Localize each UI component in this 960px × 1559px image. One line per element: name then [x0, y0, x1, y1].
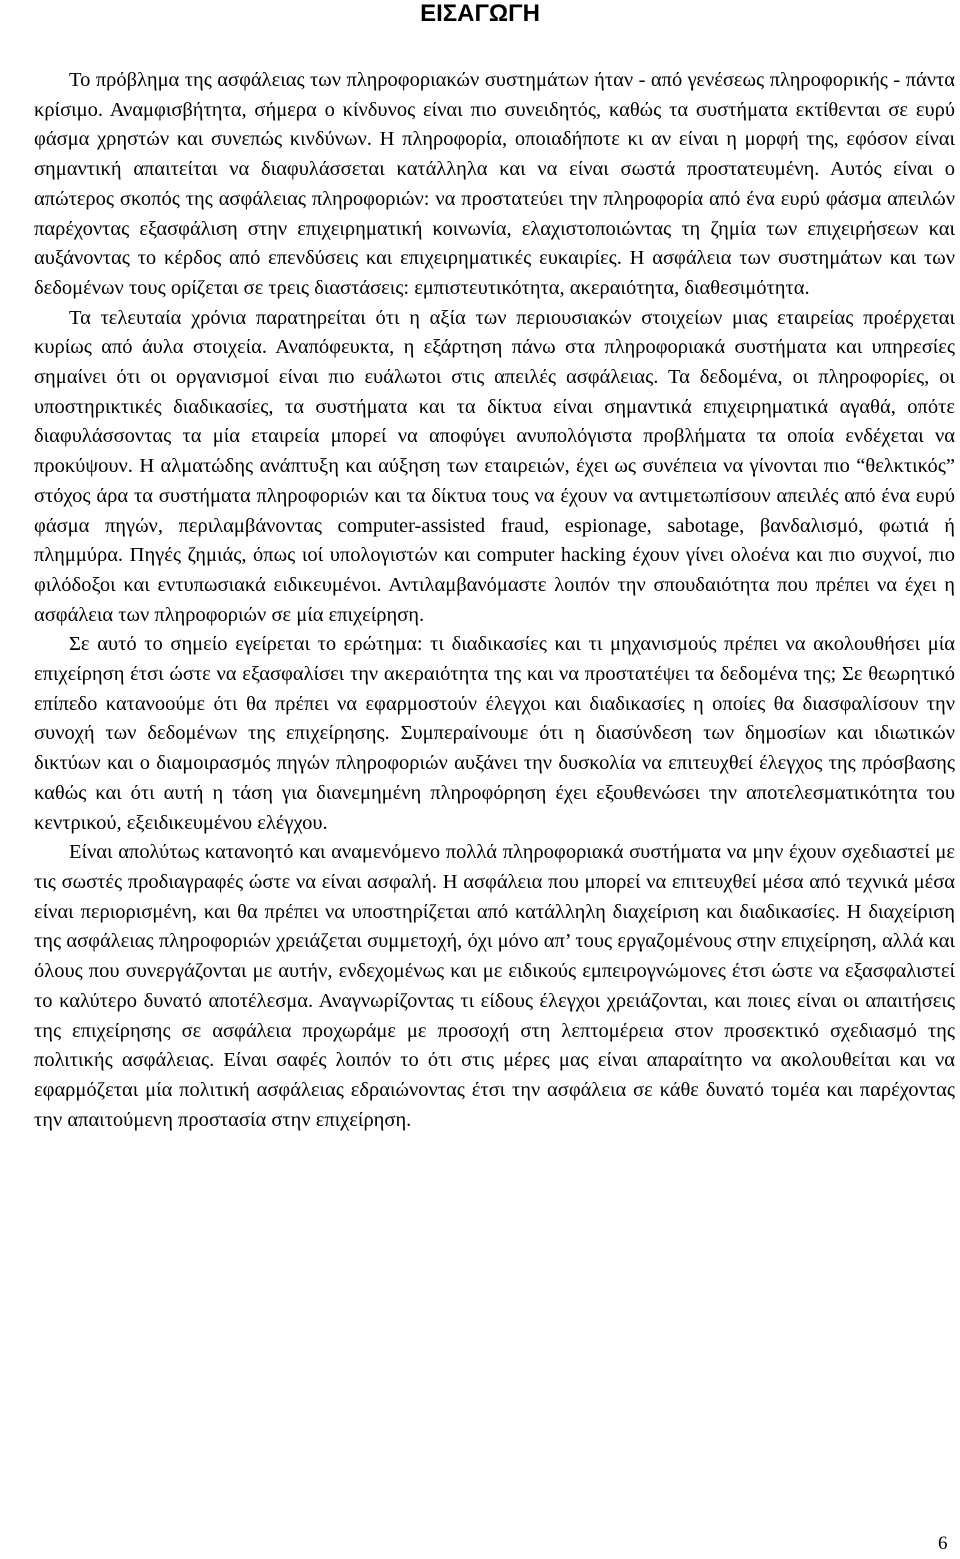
paragraph-4: Είναι απολύτως κατανοητό και αναμενόμενο πολλά πληροφοριακά συστήματα να μην έχουν σχεδιαστεί με τις σωστές προδιαγραφές ώστε να είναι ασφαλή. Η ασφάλεια που μπορεί να επιτευχθεί μέσα από τεχνικά μέσα είναι περιορισμένη, και θα πρέπει να υποστηρίζεται από κατάλληλη διαχείριση και διαδικασίες. Η διαχείριση της ασφάλειας πληροφοριών χρειάζεται συμμετοχή, όχι μόνο απ’ τους εργαζομένους στην επιχείρηση, αλλά και όλους που συνεργάζονται με αυτήν, ενδεχομένως και με ειδικούς εμπειρογνώμονες έτσι ώστε να εξασφαλιστεί το καλύτερο δυνατό αποτέλεσμα. Αναγνωρίζοντας τι είδους έλεγχοι χρειάζονται, και ποιες είναι οι απαιτήσεις της επιχείρησης σε ασφάλεια προχωράμε με προσοχή στη λεπτομέρεια στον προσεκτικό σχεδιασμό της πολιτικής ασφάλειας. Είναι σαφές λοιπόν το ότι στις μέρες μας είναι απαραίτητο να ακολουθείται και να εφαρμόζεται μία πολιτική ασφάλειας εδραιώνοντας έτσι την ασφάλεια σε κάθε δυνατό τομέα και παρέχοντας την απαιτούμενη προστασία στην επιχείρηση.: [34, 841, 955, 1131]
page-title: ΕΙΣΑΓΩΓΗ: [420, 0, 540, 27]
paragraph-3: Σε αυτό το σημείο εγείρεται το ερώτημα: τι διαδικασίες και τι μηχανισμούς πρέπει να ακολουθήσει μία επιχείρηση έτσι ώστε να εξασφαλίσει την ακεραιότητα της και να προστατέψει τα δεδομένα της; Σε θεωρητικό επίπεδο κατανοούμε ότι θα πρέπει να εφαρμοστούν έλεγχοι και διαδικασίες η οποίες θα διασφαλίσουν την συνοχή των δεδομένων της επιχείρησης. Συμπεραίνουμε ότι η διασύνδεση των δημοσίων και ιδιωτικών δικτύων και ο διαμοιρασμός πηγών πληροφοριών αυξάνει την δυσκολία να επιτευχθεί έλεγχος της πρόσβασης καθώς και ότι αυτή η τάση για διανεμημένη πληροφόρηση έχει εξουθενώσει την αποτελεσματικότητα του κεντρικού, εξειδικευμένου ελέγχου.: [34, 633, 955, 834]
body-text: [34, 66, 955, 1135]
paragraph-2: Τα τελευταία χρόνια παρατηρείται ότι η αξία των περιουσιακών στοιχείων μιας εταιρείας προέρχεται κυρίως από άυλα στοιχεία. Αναπόφευκτα, η εξάρτηση πάνω στα πληροφοριακά συστήματα και υπηρεσίες σημαίνει ότι οι οργανισμοί είναι πιο ευάλωτοι στις απειλές ασφάλειας. Τα δεδομένα, οι πληροφορίες, οι υποστηρικτικές διαδικασίες, τα συστήματα και τα δίκτυα είναι σημαντικά επιχειρηματικά αγαθά, οπότε διαφυλάσσοντας τα μία εταιρεία μπορεί να αποφύγει ανυπολόγιστα προβλήματα τα οποία ενδέχεται να προκύψουν. Η αλματώδης ανάπτυξη και αύξηση των εταιρειών, έχει ως συνέπεια να γίνονται πιο “θελκτικός” στόχος άρα τα συστήματα πληροφοριών και τα δίκτυα τους να έχουν να αντιμετωπίσουν απειλές από ένα ευρύ φάσμα πηγών, περιλαμβάνοντας computer-assisted fraud, espionage, sabotage, βανδαλισμό, φωτιά ή πλημμύρα. Πηγές ζημιάς, όπως ιοί υπολογιστών και computer hacking έχουν γίνει ολοένα και πιο συχνοί, πιο φιλόδοξοι και εντυπωσιακά ειδικευμένοι. Αντιλαμβανόμαστε λοιπόν την σπουδαιότητα που πρέπει να έχει η ασφάλεια των πληροφοριών σε μία επιχείρηση.: [34, 306, 955, 626]
paragraph-1: Το πρόβλημα της ασφάλειας των πληροφοριακών συστημάτων ήταν - από γενέσεως πληροφορικής - πάντα κρίσιμο. Αναμφισβήτητα, σήμερα ο κίνδυνος είναι πιο συνειδητός, καθώς τα συστήματα εκτίθενται σε ευρύ φάσμα χρηστών και συνεπώς κινδύνων. Η πληροφορία, οποιαδήποτε κι αν είναι η μορφή της, εφόσον είναι σημαντική απαιτείται να διαφυλάσσεται κατάλληλα και να είναι σωστά προστατευμένη. Αυτός είναι ο απώτερος σκοπός της ασφάλειας πληροφοριών: να προστατεύει την πληροφορία από ένα ευρύ φάσμα απειλών παρέχοντας εξασφάλιση στην επιχειρηματική κοινωνία, ελαχιστοποιώντας τη ζημία των επιχειρήσεων και αυξάνοντας το κέρδος από επενδύσεις και επιχειρηματικές ευκαιρίες. Η ασφάλεια των συστημάτων και των δεδομένων τους ορίζεται σε τρεις διαστάσεις: εμπιστευτικότητα, ακεραιότητα, διαθεσιμότητα.: [34, 69, 955, 299]
page-number: 6: [938, 1533, 948, 1554]
